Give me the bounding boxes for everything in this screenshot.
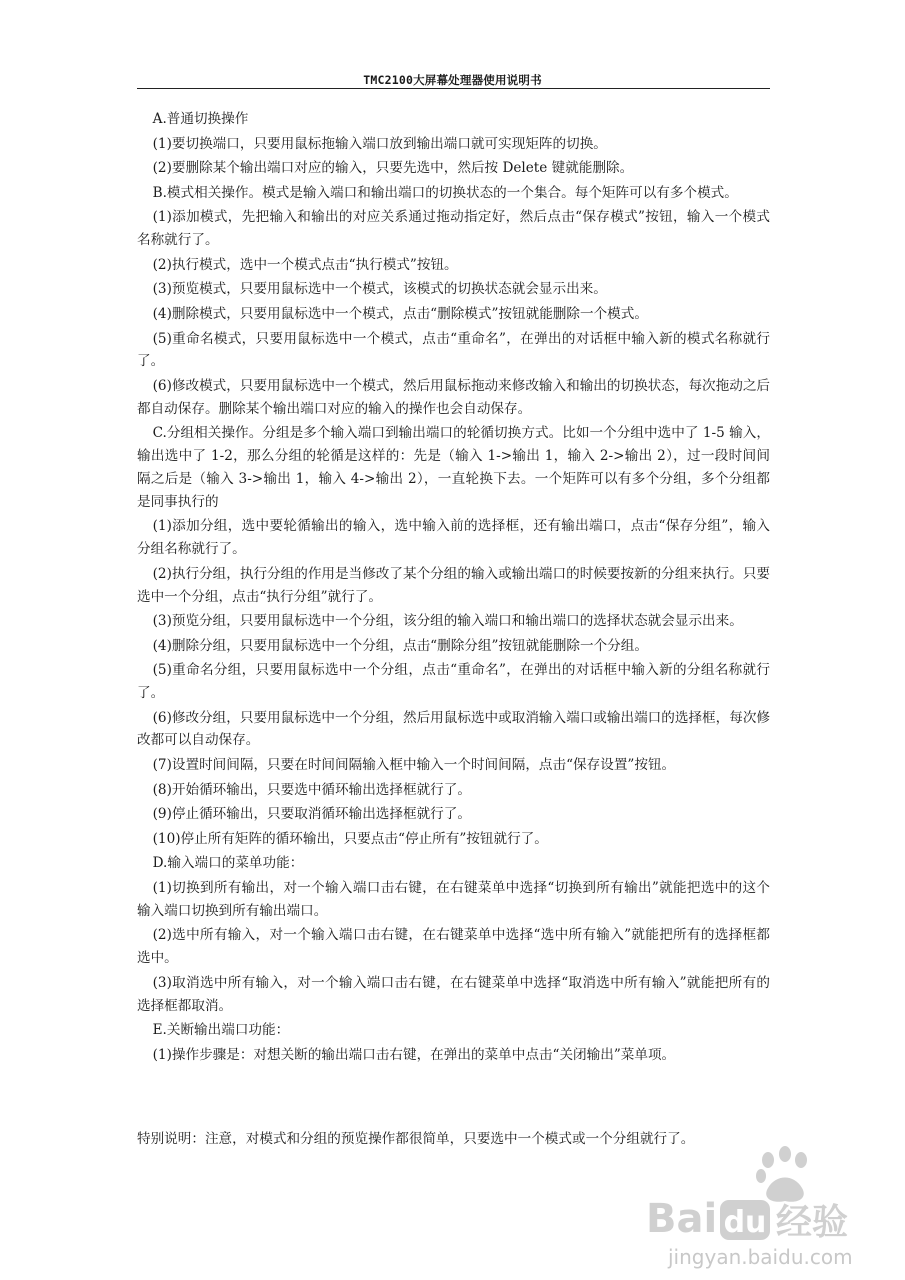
- special-note: 特别说明：注意，对模式和分组的预览操作都很简单，只要选中一个模式或一个分组就行了。: [137, 1131, 695, 1147]
- paragraph: (2)执行模式，选中一个模式点击“执行模式”按钮。: [152, 256, 458, 273]
- paragraph: (3)预览模式，只要用鼠标选中一个模式，该模式的切换状态就会显示出来。: [152, 281, 607, 298]
- paragraph: (8)开始循环输出，只要选中循环输出选择框就行了。: [152, 781, 471, 798]
- paragraph: (1)操作步骤是：对想关断的输出端口击右键，在弹出的菜单中点击“关闭输出”菜单项。: [152, 1046, 676, 1063]
- watermark-url: jingyan.baidu.com: [668, 1245, 853, 1269]
- header-rule: [137, 88, 770, 89]
- paragraph: (2)执行分组，执行分组的作用是当修改了某个分组的输入或输出端口的时候要按新的分组来执行。只要选中一个分组，点击“执行分组”就行了。: [137, 565, 771, 605]
- paragraph: E.关断输出端口功能：: [152, 1022, 290, 1039]
- paragraph: (5)重命名分组，只要用鼠标选中一个分组，点击“重命名”，在弹出的对话框中输入新的分组名称就行了。: [137, 662, 770, 702]
- paragraph: (1)切换到所有输出，对一个输入端口击右键，在右键菜单中选择“切换到所有输出”就能把选中的这个输入端口切换到所有输出端口。: [137, 880, 770, 919]
- paragraph: (10)停止所有矩阵的循环输出，只要点击“停止所有”按钮就行了。: [152, 830, 548, 847]
- paragraph: (7)设置时间间隔，只要在时间间隔输入框中输入一个时间间隔，点击“保存设置”按钮。: [152, 757, 676, 774]
- paragraph: (5)重命名模式，只要用鼠标选中一个模式，点击“重命名”，在弹出的对话框中输入新的模式名称就行了。: [137, 330, 770, 370]
- paragraph: (1)添加模式，先把输入和输出的对应关系通过拖动指定好，然后点击“保存模式”按钮，输入一个模式名称就行了。: [137, 209, 770, 249]
- paragraph: (4)删除模式，只要用鼠标选中一个模式，点击“删除模式”按钮就能删除一个模式。: [152, 305, 648, 322]
- paragraph: (1)要切换端口，只要用鼠标拖输入端口放到输出端口就可实现矩阵的切换。: [152, 135, 607, 152]
- document-header-title: TMC2100大屏幕处理器使用说明书: [363, 73, 542, 87]
- paragraph: (6)修改分组，只要用鼠标选中一个分组，然后用鼠标选中或取消输入端口或输出端口的选择框，每次修改都可以自动保存。: [137, 709, 771, 749]
- paragraph: B.模式相关操作。模式是输入端口和输出端口的切换状态的一个集合。每个矩阵可以有多个模式。: [152, 184, 738, 201]
- paragraph: (1)添加分组，选中要轮循输出的输入，选中输入前的选择框，还有输出端口，点击“保存分组”，输入分组名称就行了。: [137, 518, 770, 558]
- paw-icon: [756, 1146, 807, 1202]
- paragraph: A.普通切换操作: [152, 111, 249, 127]
- paragraph: (3)取消选中所有输入，对一个输入端口击右键，在右键菜单中选择“取消选中所有输入”就能把所有的选择框都取消。: [137, 974, 770, 1014]
- paragraph: (2)选中所有输入，对一个输入端口击右键，在右键菜单中选择“选中所有输入”就能把所有的选择框都选中。: [137, 927, 770, 967]
- paragraph: (6)修改模式，只要用鼠标选中一个模式，然后用鼠标拖动来修改输入和输出的切换状态，每次拖动之后都自动保存。删除某个输出端口对应的输入的操作也会自动保存。: [137, 377, 771, 417]
- watermark-brand-latin: Bai: [646, 1196, 718, 1242]
- paragraph: D.输入端口的菜单功能：: [152, 855, 304, 872]
- watermark-brand-du: du: [723, 1205, 767, 1240]
- paragraph: (3)预览分组，只要用鼠标选中一个分组，该分组的输入端口和输出端口的选择状态就会显示出来。: [152, 613, 743, 630]
- baidu-jingyan-watermark: [640, 1140, 875, 1275]
- paragraph: (4)删除分组，只要用鼠标选中一个分组，点击“删除分组”按钮就能删除一个分组。: [152, 637, 648, 654]
- paragraph: C.分组相关操作。分组是多个输入端口到输出端口的轮循切换方式。比如一个分组中选中了 1-5 输入，输出选中了 1-2，那么分组的轮循是这样的：先是（输入 1->输出 1，输入 2->输出 2），过一段时间间隔之后是（输入 3->输出 1，输入 4->输出 2），一直轮换下去。一个矩阵可以有多个分组，多个分组都是同事执行的: [137, 425, 770, 510]
- watermark-brand-cn: 经验: [776, 1202, 849, 1243]
- document-body: [137, 108, 770, 1068]
- paragraph: (2)要删除某个输出端口对应的输入，只要先选中，然后按 Delete 键就能删除。: [152, 160, 634, 177]
- paragraph: (9)停止循环输出，只要取消循环输出选择框就行了。: [152, 806, 471, 823]
